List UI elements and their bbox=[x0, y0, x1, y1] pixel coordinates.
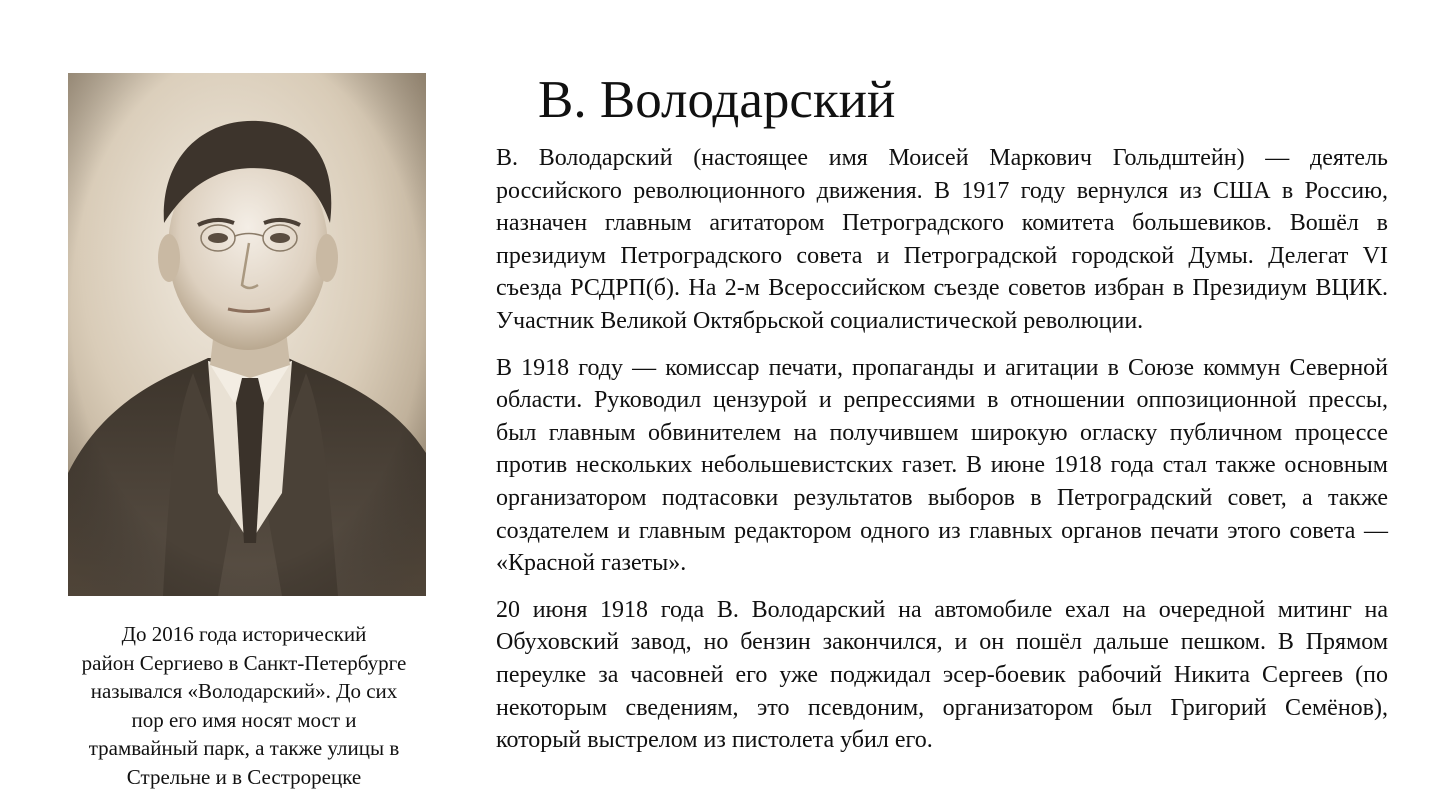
photo-caption bbox=[44, 620, 444, 792]
caption-line: пор его имя носят мост и bbox=[131, 707, 357, 732]
article-body bbox=[496, 142, 1388, 757]
caption-line: трамвайный парк, а также улицы в bbox=[88, 736, 400, 761]
page-title: В. Володарский bbox=[538, 71, 896, 129]
caption-line: район Сергиево в Санкт-Петербурге bbox=[81, 650, 407, 675]
caption-line: назывался «Володарский». До сих bbox=[90, 679, 398, 704]
paragraph: 20 июня 1918 года В. Володарский на автомобиле ехал на очередной митинг на Обуховский завод, но бензин закончился, и он пошёл дальше пешком. В Прямом переулке за часовней его уже поджидал эсер-боевик рабочий Никита Сергеев (по некоторым сведениям, это псевдоним, организатором был Григорий Семёнов), который выстрелом из пистолета убил его. bbox=[496, 596, 1388, 754]
caption-line: Стрельне и в Сестрорецке bbox=[126, 764, 362, 789]
paragraph: В 1918 году — комиссар печати, пропаганды и агитации в Союзе коммун Северной области. Руководил цензурой и репрессиями в отношении оппозиционной прессы, был главным обвинителем на получившем широкую огласку публичном процессе против нескольких небольшевистских газет. В июне 1918 года стал также основным организатором подтасовки результатов выборов в Петроградский совет, а также создателем и главным редактором одного из главных органов печати этого совета — «Красной газеты». bbox=[496, 354, 1388, 577]
portrait-photo bbox=[68, 73, 426, 596]
paragraph: В. Володарский (настоящее имя Моисей Маркович Гольдштейн) — деятель российского революционного движения. В 1917 году вернулся из США в Россию, назначен главным агитатором Петроградского комитета большевиков. Вошёл в президиум Петроградского совета и Петроградской городской Думы. Делегат VI съезда РСДРП(б). На 2-м Всероссийском съезде советов избран в Президиум ВЦИК. Участник Великой Октябрьской социалистической революции. bbox=[496, 145, 1388, 334]
caption-line: До 2016 года исторический bbox=[121, 622, 367, 646]
portrait-image bbox=[68, 73, 426, 596]
